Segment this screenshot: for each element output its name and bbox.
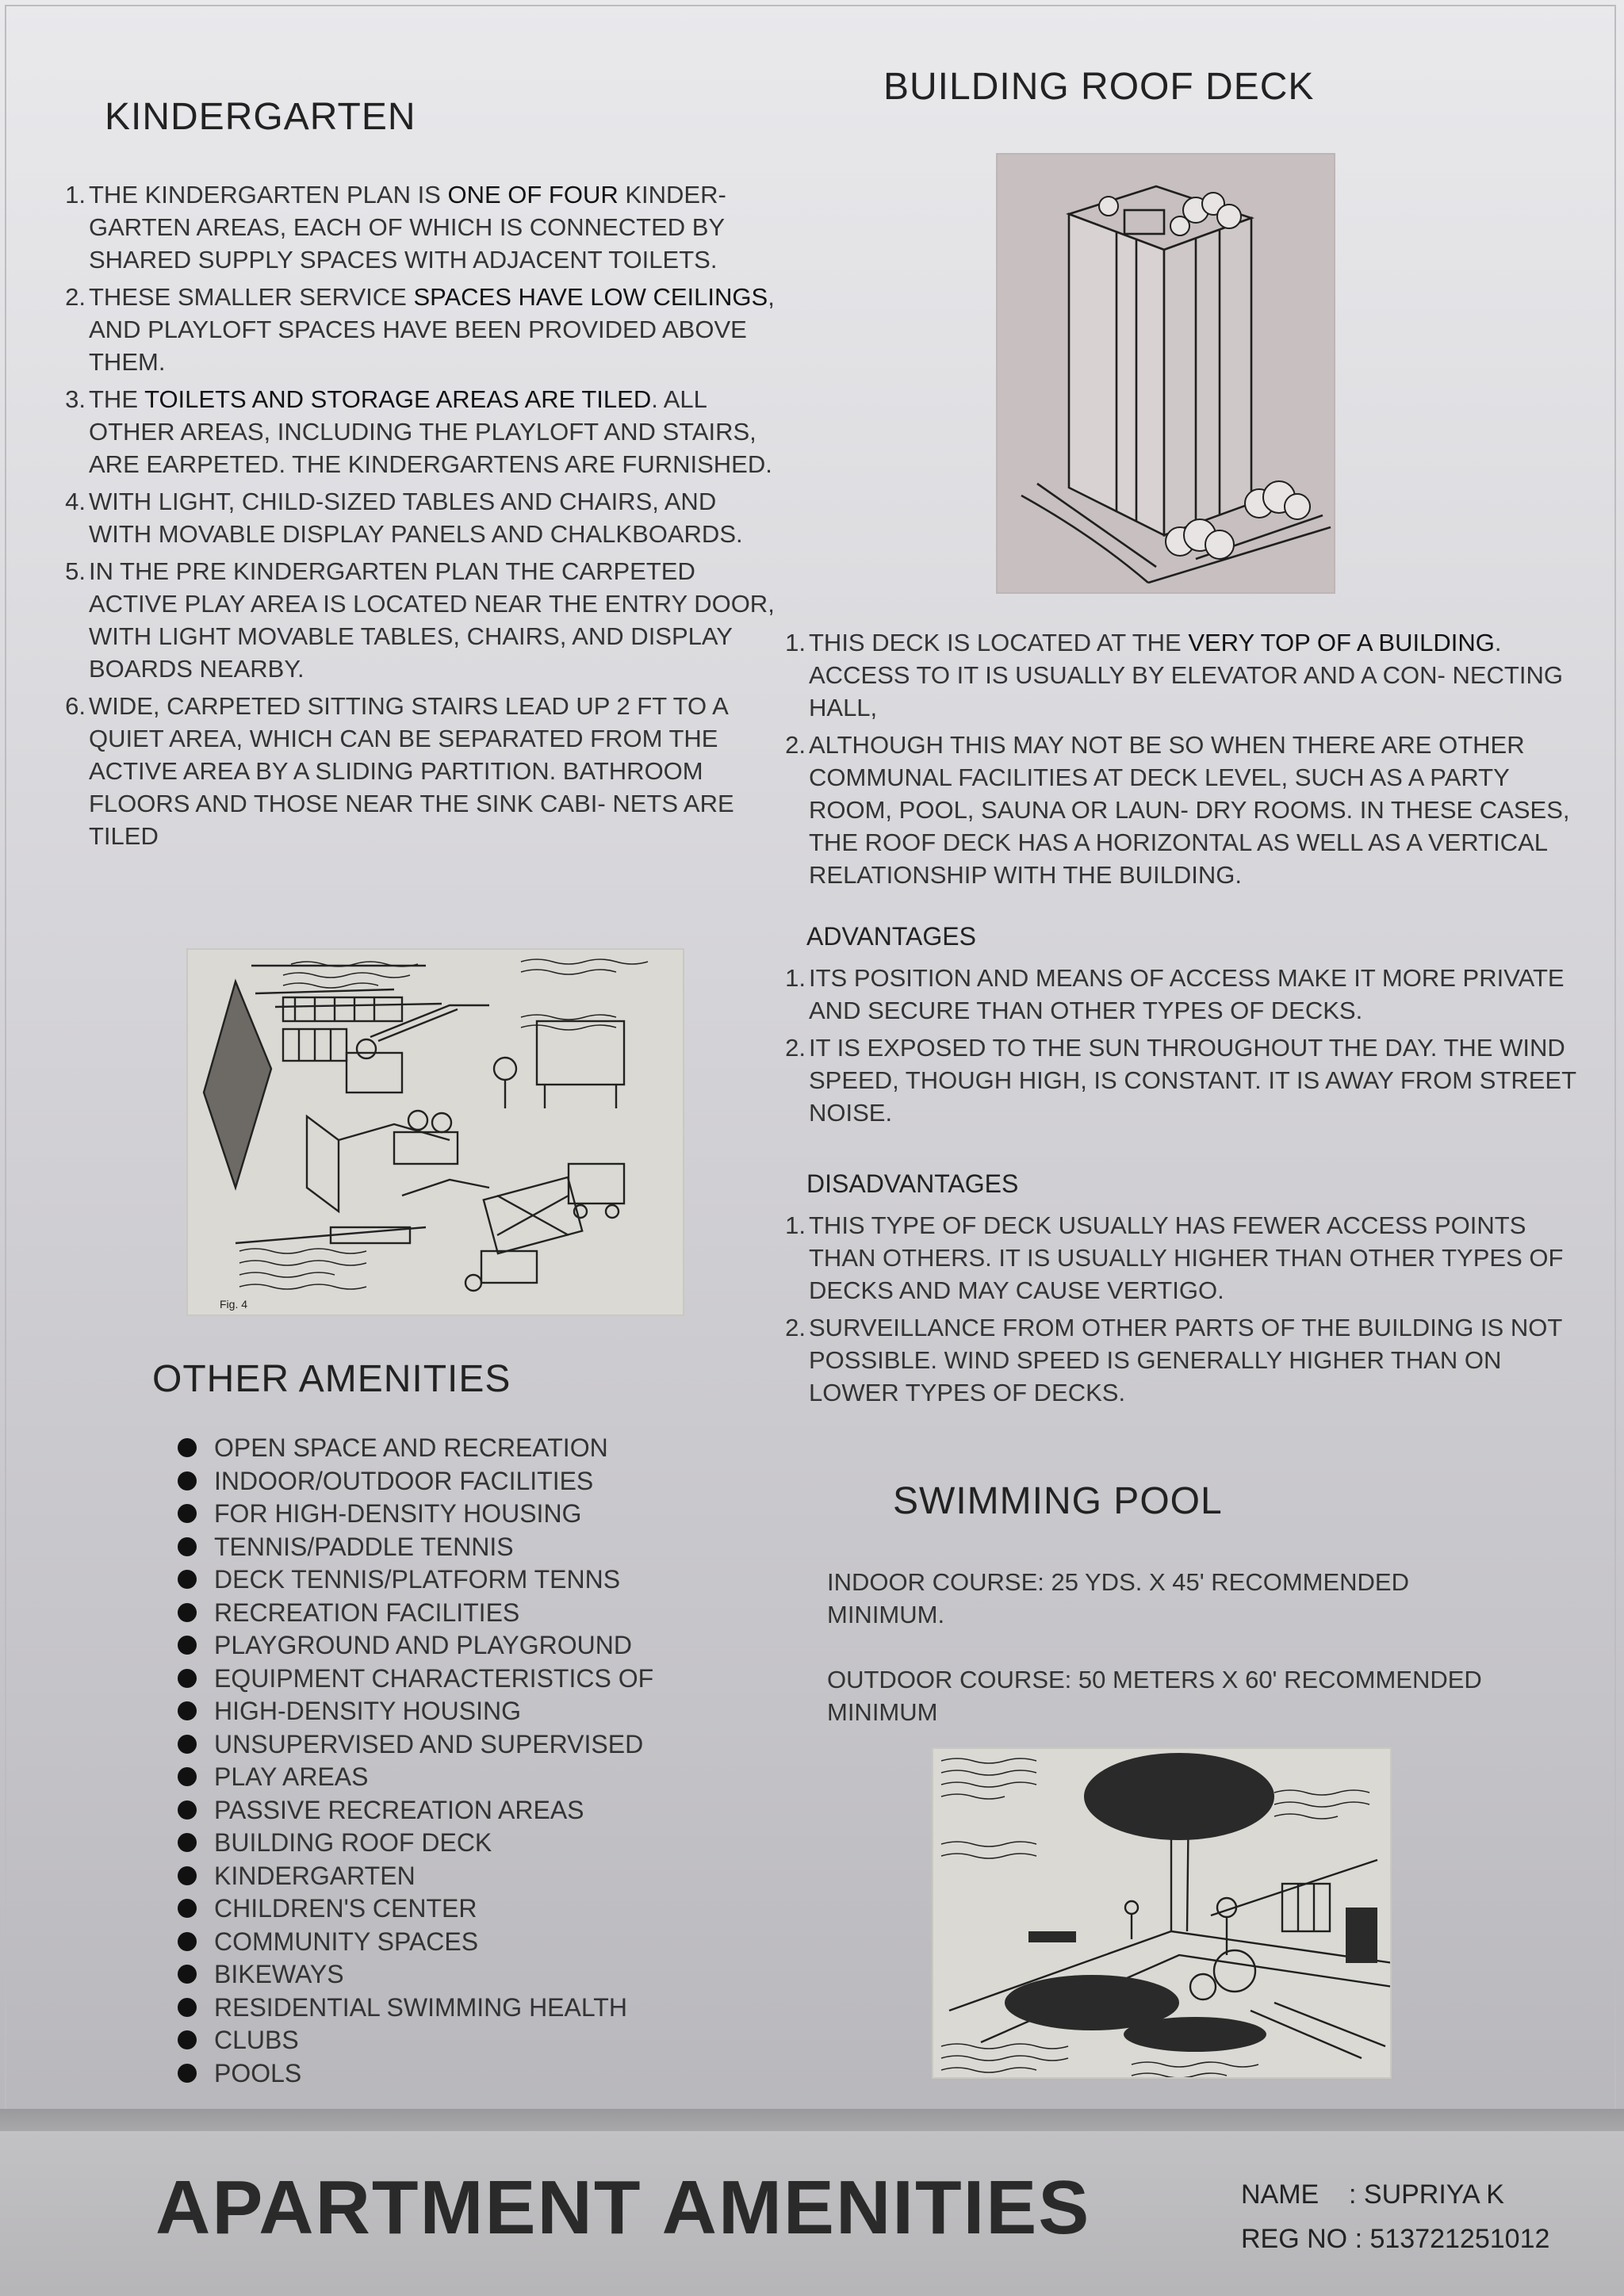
- amenity-list-item: PLAY AREAS: [176, 1761, 779, 1794]
- kindergarten-item: [56, 485, 785, 550]
- advantage-item: [776, 962, 1592, 1027]
- amenity-list-item: POOLS: [176, 2057, 779, 2091]
- kindergarten-item-text: WITH LIGHT, CHILD-SIZED TABLES AND CHAIRS, AND WITH MOVABLE DISPLAY PANELS AND CHALKBOARDS.: [89, 488, 743, 548]
- disadvantage-item: [776, 1311, 1592, 1409]
- amenity-list-item: FOR HIGH-DENSITY HOUSING: [176, 1498, 779, 1531]
- advantage-item-text: IT IS EXPOSED TO THE SUN THROUGHOUT THE DAY. THE WIND SPEED, THOUGH HIGH, IS CONSTANT. IT IS AWAY FROM STREET NOISE.: [809, 1034, 1576, 1127]
- other-amenities-list: [176, 1432, 779, 2090]
- name-row: [1241, 2172, 1549, 2217]
- amenity-list-item: RESIDENTIAL SWIMMING HEALTH: [176, 1992, 779, 2025]
- amenity-list-item: CHILDREN'S CENTER: [176, 1892, 779, 1926]
- disadvantages-list: [776, 1209, 1592, 1414]
- swimming-pool-heading: SWIMMING POOL: [893, 1480, 1223, 1522]
- roof-deck-building-image: [996, 153, 1335, 594]
- advantages-list: [776, 962, 1592, 1134]
- other-amenities-heading: OTHER AMENITIES: [152, 1358, 511, 1400]
- kindergarten-list: [56, 178, 785, 857]
- roof-deck-item-number: 1.: [785, 629, 806, 656]
- disadvantage-item-text: SURVEILLANCE FROM OTHER PARTS OF THE BUILDING IS NOT POSSIBLE. WIND SPEED IS GENERALLY HIGHER THAN ON LOWER TYPES OF DECKS.: [809, 1314, 1562, 1406]
- amenity-list-item: PASSIVE RECREATION AREAS: [176, 1794, 779, 1827]
- roof-deck-building-drawing: [998, 155, 1335, 594]
- advantage-item: [776, 1031, 1592, 1129]
- kindergarten-item-number: 5.: [65, 557, 86, 585]
- roof-deck-item: [776, 729, 1592, 891]
- name-value: : SUPRIYA K: [1349, 2179, 1504, 2210]
- kindergarten-item-text: THE KINDERGARTEN PLAN IS ONE OF FOUR KINDER- GARTEN AREAS, EACH OF WHICH IS CONNECTED BY SHARED SUPPLY SPACES WITH ADJACENT TOILETS.: [89, 181, 726, 274]
- indoor-course-text: INDOOR COURSE: 25 YDS. X 45' RECOMMENDED MINIMUM.: [827, 1568, 1409, 1628]
- kindergarten-item: [56, 690, 785, 852]
- roof-deck-heading: BUILDING ROOF DECK: [883, 66, 1315, 108]
- outdoor-course-text: OUTDOOR COURSE: 50 METERS X 60' RECOMMENDED MINIMUM: [827, 1666, 1482, 1726]
- kindergarten-heading: KINDERGARTEN: [105, 96, 416, 138]
- amenity-list-item: OPEN SPACE AND RECREATION: [176, 1432, 779, 1465]
- amenity-list-item: KINDERGARTEN: [176, 1860, 779, 1893]
- footer-divider: [0, 2109, 1624, 2131]
- kindergarten-item-number: 4.: [65, 488, 86, 515]
- disadvantage-item-number: 2.: [785, 1314, 806, 1341]
- kindergarten-item: [56, 178, 785, 276]
- amenity-list-item: EQUIPMENT CHARACTERISTICS OF: [176, 1663, 779, 1696]
- advantage-item-number: 1.: [785, 964, 806, 992]
- amenity-list-item: UNSUPERVISED AND SUPERVISED: [176, 1728, 779, 1762]
- kindergarten-sketch-drawing: [188, 950, 684, 1316]
- bikeway-sketch-image: [932, 1747, 1392, 2079]
- amenity-list-item: BIKEWAYS: [176, 1958, 779, 1992]
- roof-deck-item-text: ALTHOUGH THIS MAY NOT BE SO WHEN THERE ARE OTHER COMMUNAL FACILITIES AT DECK LEVEL, SUCH AS A PARTY ROOM, POOL, SAUNA OR LAUN- DRY ROOMS. IN THESE CASES, THE ROOF DECK HAS A HORIZONTAL AS WELL AS A VERTICAL RELATIONSHIP WITH THE BUILDING.: [809, 731, 1570, 889]
- disadvantage-item-number: 1.: [785, 1211, 806, 1239]
- reg-row: [1241, 2217, 1549, 2261]
- amenity-list-item: PLAYGROUND AND PLAYGROUND: [176, 1629, 779, 1663]
- kindergarten-item-text: THE TOILETS AND STORAGE AREAS ARE TILED. ALL OTHER AREAS, INCLUDING THE PLAYLOFT AND STAIRS, ARE EARPETED. THE KINDERGARTENS ARE FURNISHED.: [89, 385, 772, 478]
- amenity-list-item: TENNIS/PADDLE TENNIS: [176, 1531, 779, 1564]
- roof-deck-item-text: THIS DECK IS LOCATED AT THE VERY TOP OF A BUILDING. ACCESS TO IT IS USUALLY BY ELEVATOR AND A CON- NECTING HALL,: [809, 629, 1563, 721]
- reg-label: REG NO: [1241, 2224, 1348, 2254]
- advantages-heading: ADVANTAGES: [806, 922, 976, 951]
- amenity-list-item: COMMUNITY SPACES: [176, 1926, 779, 1959]
- kindergarten-sketch-image: [186, 948, 684, 1316]
- kindergarten-item: [56, 281, 785, 378]
- amenity-list-item: BUILDING ROOF DECK: [176, 1827, 779, 1860]
- disadvantage-item-text: THIS TYPE OF DECK USUALLY HAS FEWER ACCESS POINTS THAN OTHERS. IT IS USUALLY HIGHER THAN OTHER TYPES OF DECKS AND MAY CAUSE VERTIGO.: [809, 1211, 1564, 1304]
- advantage-item-text: ITS POSITION AND MEANS OF ACCESS MAKE IT MORE PRIVATE AND SECURE THAN OTHER TYPES OF DECKS.: [809, 964, 1565, 1024]
- poster-title: APARTMENT AMENITIES: [155, 2165, 1091, 2250]
- amenity-list-item: HIGH-DENSITY HOUSING: [176, 1695, 779, 1728]
- kindergarten-item-text: THESE SMALLER SERVICE SPACES HAVE LOW CEILINGS, AND PLAYLOFT SPACES HAVE BEEN PROVIDED ABOVE THEM.: [89, 283, 775, 376]
- kindergarten-item-text: IN THE PRE KINDERGARTEN PLAN THE CARPETED ACTIVE PLAY AREA IS LOCATED NEAR THE ENTRY DOOR, WITH LIGHT MOVABLE TABLES, CHAIRS, AND DISPLAY BOARDS NEARBY.: [89, 557, 775, 683]
- disadvantages-heading: DISADVANTAGES: [806, 1169, 1019, 1198]
- kindergarten-item-text: WIDE, CARPETED SITTING STAIRS LEAD UP 2 FT TO A QUIET AREA, WHICH CAN BE SEPARATED FROM THE ACTIVE AREA BY A SLIDING PARTITION. BATHROOM FLOORS AND THOSE NEAR THE SINK CABI- NETS ARE TILED: [89, 692, 734, 850]
- roof-deck-list: [776, 626, 1592, 896]
- kindergarten-item-number: 2.: [65, 283, 86, 311]
- advantage-item-number: 2.: [785, 1034, 806, 1062]
- kindergarten-item-number: 3.: [65, 385, 86, 413]
- amenity-list-item: DECK TENNIS/PLATFORM TENNS: [176, 1563, 779, 1597]
- amenity-list-item: RECREATION FACILITIES: [176, 1597, 779, 1630]
- amenity-list-item: CLUBS: [176, 2024, 779, 2057]
- roof-deck-item-number: 2.: [785, 731, 806, 759]
- kindergarten-item: [56, 555, 785, 685]
- name-label: NAME: [1241, 2179, 1320, 2210]
- kindergarten-item-number: 1.: [65, 181, 86, 209]
- reg-value: : 513721251012: [1354, 2224, 1550, 2254]
- bikeway-sketch-drawing: [933, 1749, 1392, 2079]
- kindergarten-fig-label: Fig. 4: [220, 1298, 248, 1311]
- roof-deck-item: [776, 626, 1592, 724]
- kindergarten-item: [56, 383, 785, 480]
- kindergarten-item-number: 6.: [65, 692, 86, 720]
- student-info: [1241, 2172, 1549, 2261]
- disadvantage-item: [776, 1209, 1592, 1307]
- amenity-list-item: INDOOR/OUTDOOR FACILITIES: [176, 1465, 779, 1498]
